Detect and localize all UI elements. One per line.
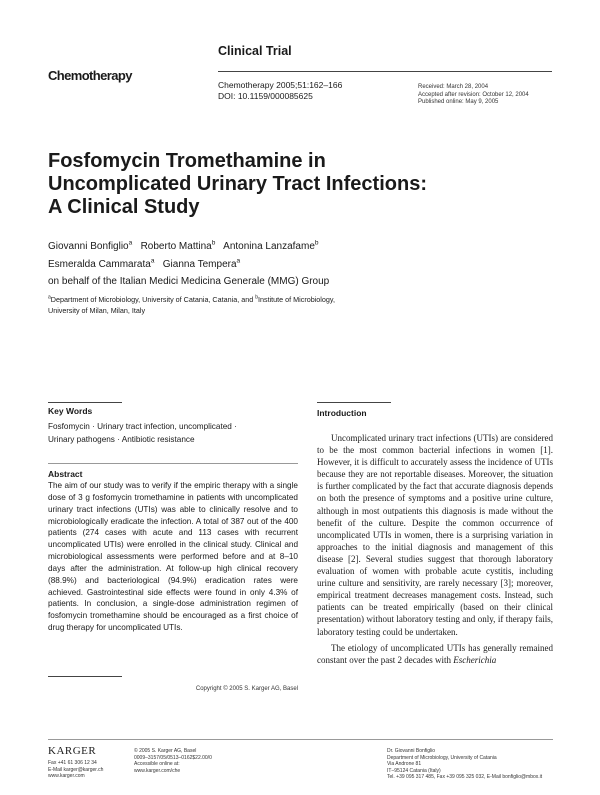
keywords-line: Fosfomycin · Urinary tract infection, uncomplicated · (48, 422, 237, 431)
keywords-line: Urinary pathogens · Antibiotic resistance (48, 435, 195, 444)
aff-line-2: University of Milan, Milan, Italy (48, 306, 146, 315)
publisher-logo: KARGER (48, 745, 97, 757)
citation-block (218, 80, 342, 102)
affiliations (48, 294, 468, 316)
author-name: Esmeralda Cammarata (48, 258, 151, 270)
publisher-email[interactable]: E-Mail karger@karger.ch (48, 766, 104, 773)
access-label: Accessible online at: (134, 761, 180, 768)
abstract-heading: Abstract (48, 469, 83, 479)
intro-paragraph (317, 642, 553, 666)
header-rule (218, 71, 552, 72)
title-line: Uncomplicated Urinary Tract Infections: (48, 173, 427, 195)
correspondence (387, 748, 542, 781)
corr-dept: Department of Microbiology, University of Catania (387, 754, 497, 761)
intro-body (317, 432, 553, 666)
keywords-text (48, 420, 298, 446)
abstract-end-rule (48, 676, 122, 677)
abstract-rule (48, 463, 298, 464)
author-aff: a (236, 257, 241, 265)
abstract-text: The aim of our study was to verify if the empiric therapy with a single dose of 3 g fosfomycin tromethamine in patients with uncomplicated urinary tract infections (UTIs) was able to clinically resolve and to microbiologically eradicate the infection. A total of 387 out of the 400 patients (274 cases with acute and 113 cases with recurrent uncomplicated UTIs) were enrolled in the clinical study. Clinical and microbiological assessments were performed before and at 8–10 days after the administration. At follow-up high clinical recovery (88.9%) and bacteriological (94.9%) eradication rates were achieved. Gastrointestinal side effects were found in only 4.3% of patients. In conclusion, a single-dose administration regimen of fosfomycin tromethamine should be encouraged as a first choice of drug therapy for uncomplicated UTIs. (48, 481, 298, 633)
section-label: Clinical Trial (218, 44, 292, 58)
author-aff: a (128, 239, 133, 247)
footer-rule (48, 739, 553, 740)
author-name: Giovanni Bonfiglio (48, 241, 129, 252)
received-date: Received: March 28, 2004 (418, 84, 489, 90)
footer-copyright: © 2005 S. Karger AG, Basel (134, 748, 197, 754)
corr-name: Dr. Giovanni Bonfiglio (387, 748, 436, 754)
dates-block (418, 84, 529, 107)
author-group: on behalf of the Italian Medici Medicina Generale (MMG) Group (48, 276, 330, 287)
issn: 0009–3157/05/0513–0162$22.00/0 (134, 754, 212, 761)
copyright: Copyright © 2005 S. Karger AG, Basel (195, 686, 298, 692)
author-name: Gianna Tempera (162, 258, 237, 270)
publisher-fax: Fax +41 61 306 12 34 (48, 760, 97, 766)
publisher-contact (48, 760, 103, 780)
article-info (134, 748, 212, 774)
aff-mark: b (255, 294, 258, 301)
aff-b-text: Institute of Microbiology, (257, 295, 335, 304)
title-line: A Clinical Study (48, 196, 200, 218)
author-line (48, 256, 329, 274)
published-date: Published online: May 9, 2005 (418, 99, 499, 106)
author-line (48, 238, 329, 256)
access-url[interactable]: www.karger.com/che (134, 767, 181, 774)
author-name: Antonina Lanzafame (223, 241, 315, 252)
citation: Chemotherapy 2005;51:162–166 (218, 80, 343, 90)
author-aff: a (150, 257, 155, 265)
corr-city: IT–95124 Catania (Italy) (387, 767, 441, 774)
corr-street: Via Androne 81 (387, 761, 422, 768)
doi[interactable]: DOI: 10.1159/000085625 (218, 91, 313, 101)
accepted-date: Accepted after revision: October 12, 2004 (418, 91, 529, 98)
publisher-web[interactable]: www.karger.com (48, 773, 85, 780)
article-title (48, 150, 508, 219)
author-list (48, 238, 329, 291)
intro-rule (317, 402, 391, 403)
intro-paragraph: Uncomplicated urinary tract infections (UTIs) are considered to be the most common bacterial infections in women [1]. However, it is difficult to accurately assess the incidence of UTIs because they are not reportable diseases. Moreover, the situation is further complicated by the fact that accurate diagnosis depends on both the presence of symptoms and a positive urine culture, although in most outpatients this diagnosis is made without the benefit of the culture. Despite the common occurrence of uncomplicated UTIs in women, there is a surprising variation in approaches to the initial diagnosis and management of this disease [2]. Several studies suggest that thorough laboratory evaluation of women with probable acute cystitis, including urine culture and sensitivity, are rarely necessary [3]; moreover, empirical treatment decreases management costs. Instead, such patients can be treated empirically (based on their clinical presentation) without laboratory testing and only, if therapy fails, laboratory testing could be undertaken. (317, 433, 553, 637)
intro-p2-text: The etiology of uncomplicated UTIs has generally remained constant over the past 2 decades with (317, 642, 553, 665)
author-name: Roberto Mattina (140, 241, 212, 252)
keywords-rule (48, 402, 122, 403)
intro-p2-italic: Escherichia (453, 654, 497, 665)
corr-contact: Tel. +39 095 317 485, Fax +39 095 325 032, E-Mail bonfiglio@mbox.it (387, 774, 543, 781)
intro-heading: Introduction (317, 408, 367, 418)
author-aff: b (314, 239, 319, 247)
aff-mark: a (48, 294, 51, 301)
author-aff: b (211, 239, 216, 247)
title-line: Fosfomycin Tromethamine in (48, 150, 326, 172)
journal-logo: Chemotherapy (48, 68, 132, 83)
aff-a-text: Department of Microbiology, University of Catania, Catania, and (50, 295, 254, 304)
keywords-heading: Key Words (48, 406, 93, 416)
